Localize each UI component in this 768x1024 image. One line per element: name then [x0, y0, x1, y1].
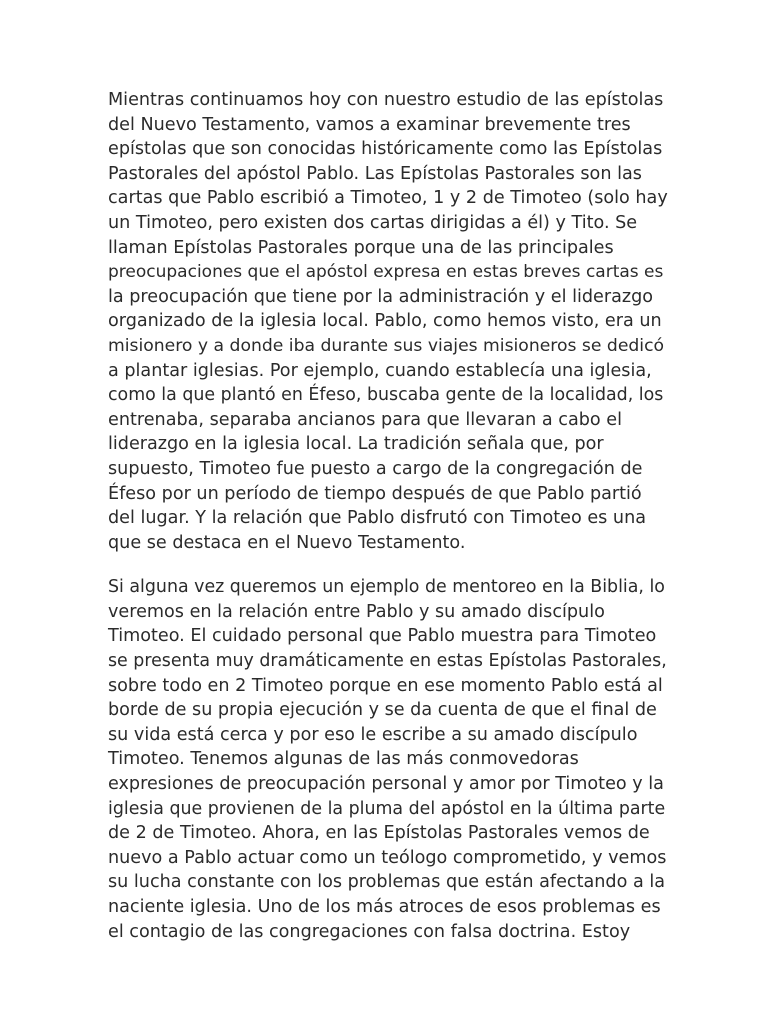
- paragraph-2: [108, 575, 668, 944]
- text-line: Mientras continuamos hoy con nuestro estudio de las epístolas: [108, 90, 664, 110]
- document-page: [108, 88, 668, 964]
- text-line: Si alguna vez queremos un ejemplo de mentoreo en la Biblia, lo: [108, 577, 665, 598]
- text-line: entrenaba, separaba ancianos para que llevaran a cabo el: [108, 409, 622, 430]
- text-line: del Nuevo Testamento, vamos a examinar brevemente tres: [108, 114, 631, 135]
- text-line: misionero y a donde iba durante sus viajes misioneros se dedicó: [108, 335, 665, 356]
- text-line: supuesto, Timoteo fue puesto a cargo de la congregación de: [108, 458, 643, 479]
- text-line: Pastorales del apóstol Pablo. Las Epístolas Pastorales son las: [108, 163, 642, 184]
- text-line: borde de su propia ejecución y se da cuenta de que el final de: [108, 700, 657, 721]
- text-line: la preocupación que tiene por la administración y el liderazgo: [108, 286, 654, 307]
- text-line: veremos en la relación entre Pablo y su amado discípulo: [108, 601, 605, 622]
- text-line: nuevo a Pablo actuar como un teólogo comprometido, y vemos: [108, 847, 667, 868]
- text-line: del lugar. Y la relación que Pablo disfrutó con Timoteo es una: [108, 508, 646, 529]
- text-line: Timoteo. Tenemos algunas de las más conmovedoras: [108, 749, 579, 770]
- text-line: se presenta muy dramáticamente en estas Epístolas Pastorales,: [108, 651, 667, 672]
- text-line: el contagio de las congregaciones con falsa doctrina. Estoy: [108, 921, 631, 942]
- text-line: llaman Epístolas Pastorales porque una de las principales: [108, 237, 614, 258]
- text-line: un Timoteo, pero existen dos cartas dirigidas a él) y Tito. Se: [108, 212, 638, 233]
- text-line: Timoteo. El cuidado personal que Pablo muestra para Timoteo: [108, 626, 657, 647]
- text-line: cartas que Pablo escribió a Timoteo, 1 y 2 de Timoteo (solo hay: [108, 188, 668, 209]
- text-line: iglesia que provienen de la pluma del apóstol en la última parte: [108, 798, 666, 819]
- text-line: organizado de la iglesia local. Pablo, como hemos visto, era un: [108, 311, 662, 332]
- text-line: sobre todo en 2 Timoteo porque en ese momento Pablo está al: [108, 675, 663, 696]
- text-line: Éfeso por un período de tiempo después de que Pablo partió: [108, 483, 642, 504]
- text-line: preocupaciones que el apóstol expresa en estas breves cartas es: [108, 262, 664, 283]
- text-line: expresiones de preocupación personal y amor por Timoteo y la: [108, 774, 664, 795]
- text-line: epístolas que son conocidas históricamente como las Epístolas: [108, 139, 663, 160]
- text-line: a plantar iglesias. Por ejemplo, cuando establecía una iglesia,: [108, 360, 652, 381]
- text-line: liderazgo en la iglesia local. La tradición señala que, por: [108, 434, 604, 455]
- text-line: su lucha constante con los problemas que están afectando a la: [108, 872, 665, 893]
- paragraph-1: [108, 88, 668, 555]
- text-line: que se destaca en el Nuevo Testamento.: [108, 532, 466, 553]
- text-line: su vida está cerca y por eso le escribe a su amado discípulo: [108, 724, 638, 745]
- text-line: como la que plantó en Éfeso, buscaba gente de la localidad, los: [108, 385, 664, 406]
- text-line: de 2 de Timoteo. Ahora, en las Epístolas Pastorales vemos de: [108, 823, 650, 844]
- text-line: naciente iglesia. Uno de los más atroces de esos problemas es: [108, 897, 661, 917]
